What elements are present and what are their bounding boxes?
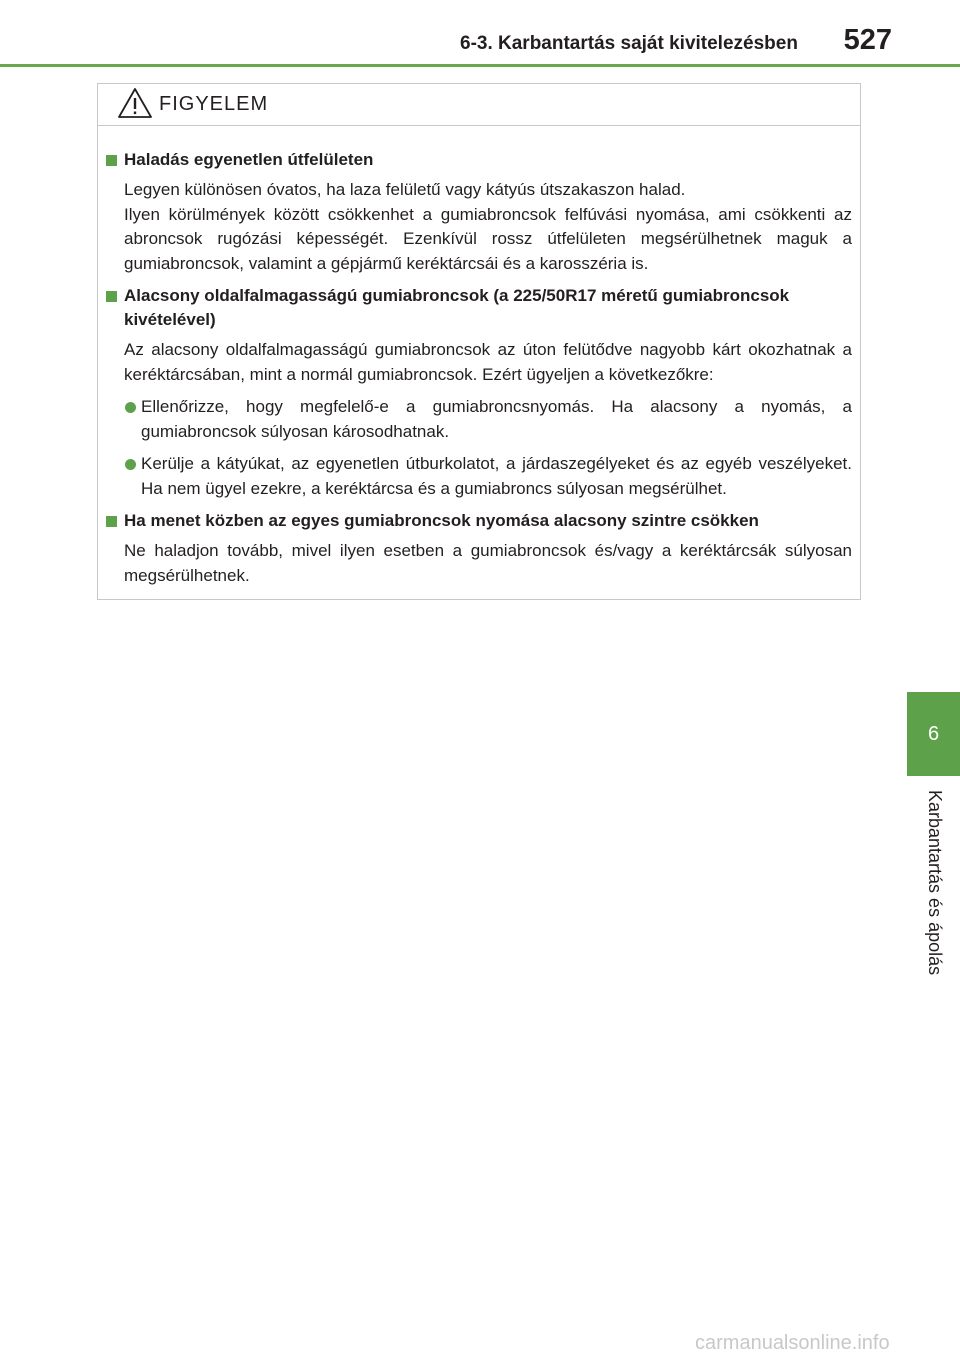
- list-item: [124, 452, 852, 501]
- section-heading-text: Haladás egyenetlen útfelületen: [124, 150, 374, 169]
- paragraph: Ilyen körülmények között csökkenhet a gumiabroncsok felfúvási nyomása, ami csökkenti az abroncsok rugózási képességét. Ezenkívül rossz útfelületen megsérülhetnek maguk a gumiabroncsok, valamint a gépjármű keréktárcsái és a karosszéria is.: [124, 204, 852, 273]
- square-bullet-icon: [106, 155, 117, 166]
- paragraph: Legyen különösen óvatos, ha laza felületű vagy kátyús útszakaszon halad.: [124, 180, 686, 199]
- warning-title: FIGYELEM: [159, 93, 269, 115]
- square-bullet-icon: [106, 516, 117, 527]
- section-heading-text: Ha menet közben az egyes gumiabroncsok nyomása alacsony szintre csökken: [124, 511, 759, 530]
- section-heading: [106, 284, 852, 332]
- list-item: [124, 395, 852, 444]
- section-heading: [106, 148, 852, 172]
- warning-body: [98, 126, 860, 588]
- round-bullet-icon: [125, 459, 136, 470]
- round-bullet-icon: [125, 402, 136, 413]
- chapter-tab: [907, 692, 960, 776]
- warning-triangle-icon: [117, 87, 153, 119]
- chapter-number: 6: [927, 722, 940, 745]
- warning-box: [97, 83, 861, 600]
- page-number: 527: [843, 24, 892, 56]
- running-header-title: 6-3. Karbantartás saját kivitelezésben: [460, 33, 798, 54]
- header-divider: [0, 64, 960, 67]
- warning-header: [98, 84, 860, 126]
- list-item-text: Kerülje a kátyúkat, az egyenetlen útburkolatot, a járdaszegélyeket és az egyéb veszélyeket. Ha nem ügyel ezekre, a keréktárcsa és a gumiabroncs súlyosan megsérülhet.: [141, 454, 852, 498]
- chapter-side-label-text: Karbantartás és ápolás: [925, 790, 945, 976]
- paragraph: Ne haladjon tovább, mivel ilyen esetben a gumiabroncsok és/vagy a keréktárcsák súlyosan megsérülhetnek.: [124, 541, 852, 585]
- paragraph: Az alacsony oldalfalmagasságú gumiabroncsok az úton felütődve nagyobb kárt okozhatnak a keréktárcsában, mint a normál gumiabroncsok. Ezért ügyeljen a következőkre:: [124, 340, 852, 384]
- list-item-text: Ellenőrizze, hogy megfelelő-e a gumiabroncsnyomás. Ha alacsony a nyomás, a gumiabroncsok súlyosan károsodhatnak.: [141, 397, 852, 441]
- section-heading-text: Alacsony oldalfalmagasságú gumiabroncsok (a 225/50R17 méretű gumiabroncsok kivételével): [124, 286, 790, 329]
- watermark: carmanualsonline.info: [695, 1332, 890, 1354]
- section-heading: [106, 509, 852, 533]
- square-bullet-icon: [106, 291, 117, 302]
